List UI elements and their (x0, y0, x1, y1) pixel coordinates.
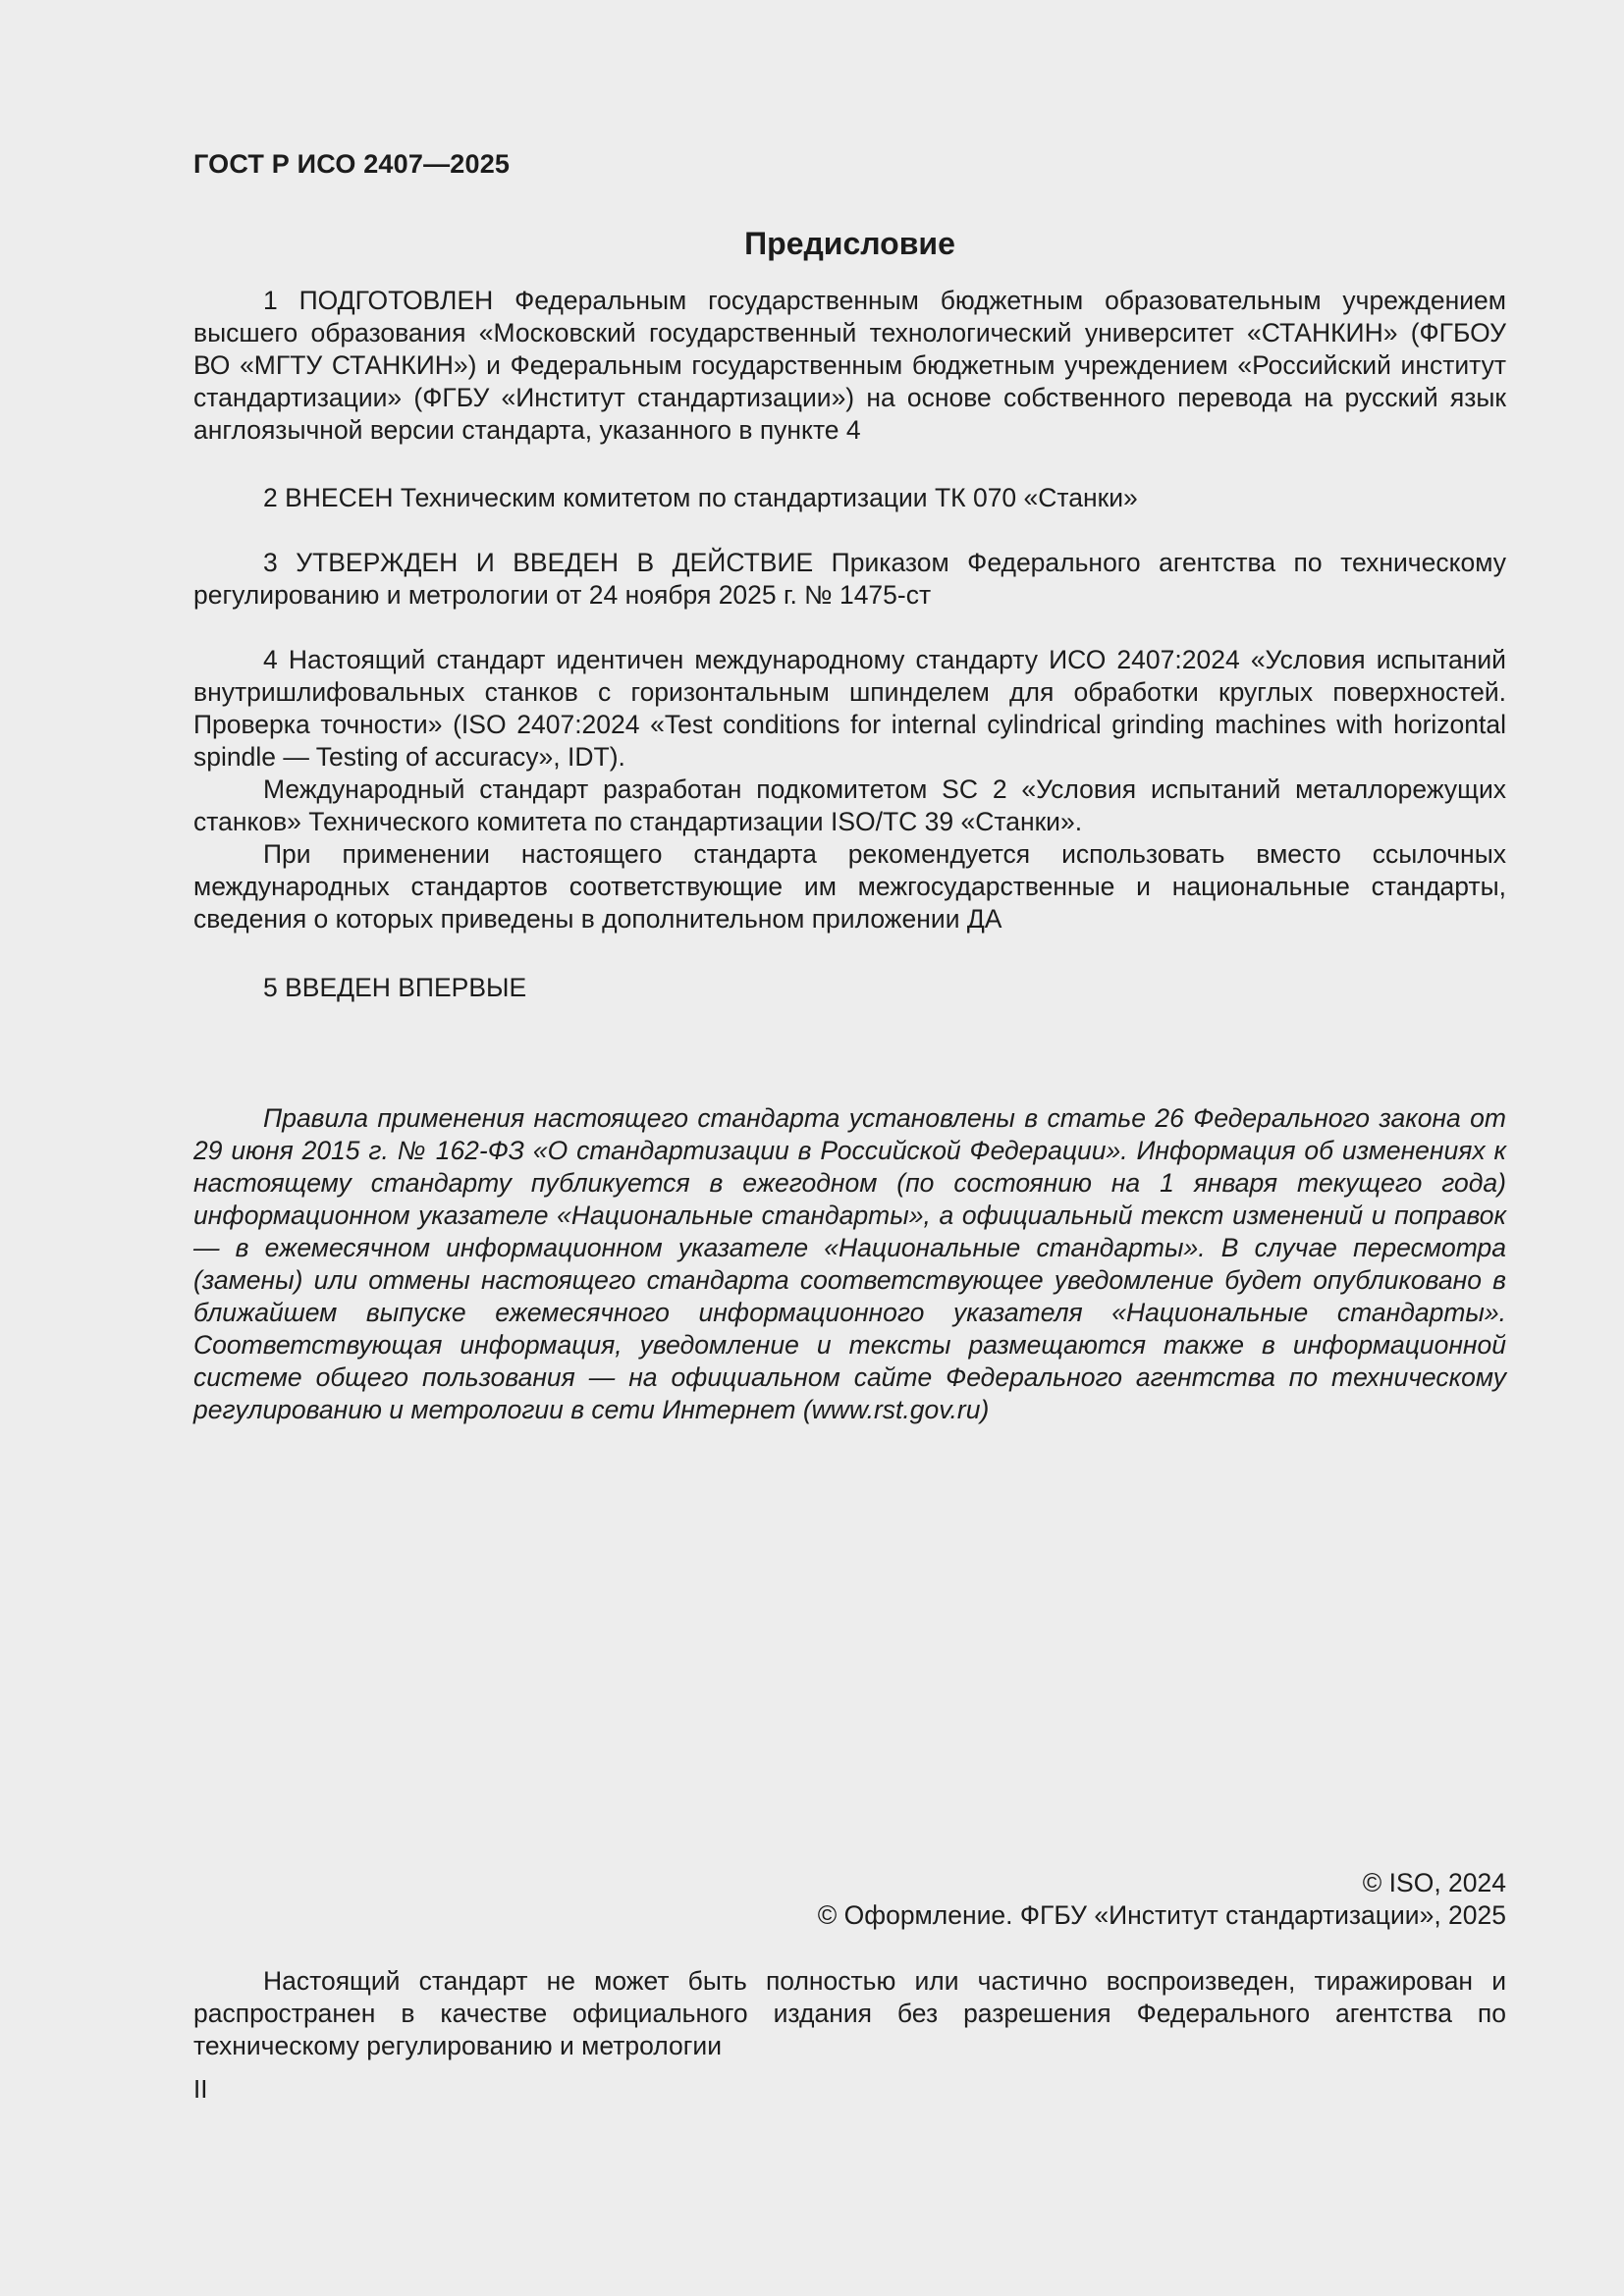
reproduction-notice-text: Настоящий стандарт не может быть полностью или частично воспроизведен, тиражирован и распространен в качестве официального издания без разрешения Федерального агентства по техническому регулированию и метрологии (193, 1966, 1506, 2060)
foreword-item-4 (193, 644, 1506, 935)
copyright-iso: © ISO, 2024 (1362, 1868, 1506, 1897)
page-number: II (193, 2074, 208, 2104)
reproduction-notice (193, 1965, 1506, 2062)
rules-note-text: Правила применения настоящего стандарта установлены в статье 26 Федерального закона от 29 июня 2015 г. № 162-ФЗ «О стандартизации в Российской Федерации». Информация об изменениях к настоящему стандарту публикуется в ежегодном (по состоянию на 1 января текущего года) информационном указателе «Национальные стандарты», а официальный текст изменений и поправок — в ежемесячном информационном указателе «Национальные стандарты». В случае пересмотра (замены) или отмены настоящего стандарта соответствующее уведомление будет опубликовано в ближайшем выпуске ежемесячного информационного указателя «Национальные стандарты». Соответствующая информация, уведомление и тексты размещаются также в информационной системе общего пользования — на официальном сайте Федерального агентства по техническому регулированию и метрологии в сети Интернет (www.rst.gov.ru) (193, 1103, 1506, 1424)
foreword-item-4-paragraph-3: При применении настоящего стандарта рекомендуется использовать вместо ссылочных международных стандартов соответствующие им межгосударственные и национальные стандарты, сведения о которых приведены в дополнительном приложении ДА (193, 839, 1506, 934)
foreword-item-2-text: 2 ВНЕСЕН Техническим комитетом по стандартизации ТК 070 «Станки» (263, 483, 1138, 512)
foreword-item-3 (193, 547, 1506, 612)
foreword-item-5-text: 5 ВВЕДЕН ВПЕРВЫЕ (263, 973, 527, 1002)
copyright-design: © Оформление. ФГБУ «Институт стандартизации», 2025 (817, 1900, 1506, 1930)
foreword-item-5 (193, 972, 1506, 1004)
foreword-item-1-text: 1 ПОДГОТОВЛЕН Федеральным государственным бюджетным образовательным учреждением высшего образования «Московский государственный технологический университет «СТАНКИН» (ФГБОУ ВО «МГТУ СТАНКИН») и Федеральным государственным бюджетным учреждением «Российский институт стандартизации» (ФГБУ «Институт стандартизации») на основе собственного перевода на русский язык англоязычной версии стандарта, указанного в пункте 4 (193, 286, 1506, 445)
foreword-item-2 (193, 482, 1506, 514)
foreword-title: Предисловие (744, 226, 955, 261)
foreword-item-4-paragraph-1: 4 Настоящий стандарт идентичен международному стандарту ИСО 2407:2024 «Условия испытаний внутришлифовальных станков с горизонтальным шпинделем для обработки круглых поверхностей. Проверка точности» (ISO 2407:2024 «Test conditions for internal cylindrical grinding machines with horizontal spindle — Testing of accuracy», IDT). (193, 645, 1506, 772)
rules-note (193, 1102, 1506, 1426)
foreword-item-4-paragraph-2: Международный стандарт разработан подкомитетом SC 2 «Условия испытаний металлорежущих станков» Технического комитета по стандартизации ISO/TC 39 «Станки». (193, 774, 1506, 836)
document-code: ГОСТ Р ИСО 2407—2025 (193, 149, 511, 179)
foreword-item-1 (193, 285, 1506, 447)
copyright-block (193, 1867, 1506, 1932)
foreword-item-3-text: 3 УТВЕРЖДЕН И ВВЕДЕН В ДЕЙСТВИЕ Приказом Федерального агентства по техническому регулированию и метрологии от 24 ноября 2025 г. № 1475-ст (193, 548, 1506, 610)
